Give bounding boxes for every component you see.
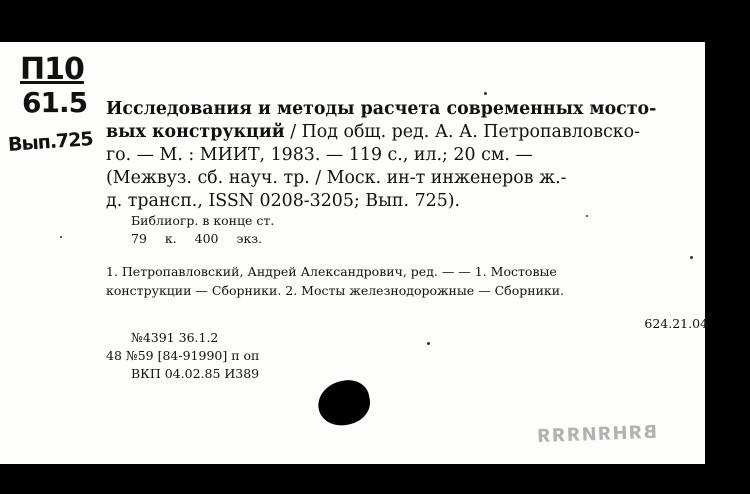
price: 79 к. <box>131 231 177 246</box>
accession-number: №4391 36.1.2 <box>131 330 219 345</box>
subject-line: конструкции — Сборники. 2. Мосты железнодорожные — Сборники. <box>106 283 565 298</box>
entry-line: д. трансп., ISSN 0208-3205; Вып. 725). <box>106 191 461 211</box>
copies: 400 экз. <box>194 231 263 246</box>
subject-headings <box>106 262 666 300</box>
udc-code: 624.21.04 <box>644 316 708 331</box>
main-entry <box>106 98 666 213</box>
subject-line: 1. Петропавловский, Андрей Александрович, ред. — — 1. Мостовые <box>106 264 557 279</box>
order-number: 48 №59 [84-91990] п оп <box>106 348 260 363</box>
volume-note: Вып.725 <box>7 128 94 156</box>
speck <box>586 215 588 217</box>
mirrored-stamp: ВЯНЯИЯЯЯ <box>535 421 658 448</box>
speck <box>427 342 430 345</box>
shelf-mark-line1: П10 <box>20 52 84 87</box>
entry-line: го. — М. : МИИТ, 1983. — 119 с., ил.; 20 см. — <box>106 145 533 165</box>
bibliography-note: Библиогр. в конце ст. <box>131 213 275 228</box>
speck <box>60 236 62 238</box>
entry-line: (Межвуз. сб. науч. тр. / Моск. ин-т инженеров ж.- <box>106 168 567 188</box>
entry-line: вых конструкций / Под общ. ред. А. А. Петропавловско- <box>106 122 640 142</box>
price-copies <box>131 231 262 246</box>
speck <box>690 256 693 259</box>
entry-line: Исследования и методы расчета современных мосто- <box>106 99 657 119</box>
speck <box>484 92 487 95</box>
vkp-stamp: ВКП 04.02.85 И389 <box>131 366 260 381</box>
shelf-mark-line2: 61.5 <box>22 86 88 119</box>
